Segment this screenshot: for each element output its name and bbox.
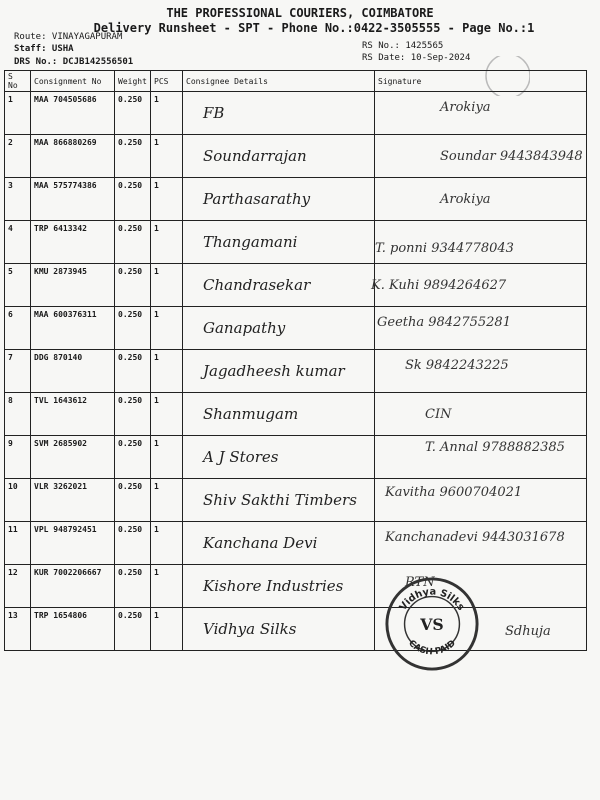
row-pcs: 1	[151, 92, 183, 135]
col-weight: Weight	[115, 71, 151, 92]
row-consignee: Vidhya Silks	[203, 620, 297, 638]
row-consignee: FB	[203, 104, 225, 122]
row-consignee: Shanmugam	[203, 405, 299, 423]
row-signature: Soundar 9443843948	[440, 149, 583, 164]
row-weight: 0.250	[115, 522, 151, 565]
row-consignee: Kanchana Devi	[203, 534, 318, 552]
row-signature-cell	[375, 178, 587, 221]
row-signature: T. ponni 9344778043	[375, 241, 514, 256]
row-consignee: Chandrasekar	[203, 276, 311, 294]
table-row	[5, 436, 587, 479]
row-pcs: 1	[151, 436, 183, 479]
row-signature-cell	[375, 135, 587, 178]
row-weight: 0.250	[115, 307, 151, 350]
row-sno: 3	[5, 178, 31, 221]
col-signature: Signature	[375, 71, 587, 92]
row-consignee-cell	[183, 393, 375, 436]
col-consignment: Consignment No	[31, 71, 115, 92]
row-pcs: 1	[151, 522, 183, 565]
row-pcs: 1	[151, 135, 183, 178]
row-consignment-no: TRP 6413342	[31, 221, 115, 264]
row-sno: 8	[5, 393, 31, 436]
row-consignee: Parthasarathy	[203, 190, 311, 208]
row-consignment-no: MAA 866880269	[31, 135, 115, 178]
row-signature-cell	[375, 393, 587, 436]
stamp-top-text: Vidhya Silks	[397, 586, 467, 613]
row-weight: 0.250	[115, 350, 151, 393]
row-consignee-cell	[183, 522, 375, 565]
row-sno: 6	[5, 307, 31, 350]
row-pcs: 1	[151, 307, 183, 350]
runsheet-subtitle: Delivery Runsheet - SPT - Phone No.:0422-3505555 - Page No.:1	[93, 21, 535, 35]
row-consignee-cell	[183, 178, 375, 221]
row-signature-cell	[375, 307, 587, 350]
table-row	[5, 264, 587, 307]
row-pcs: 1	[151, 178, 183, 221]
row-sno: 1	[5, 92, 31, 135]
row-consignee: Ganapathy	[203, 319, 286, 337]
row-consignee: Jagadheesh kumar	[203, 362, 345, 380]
row-weight: 0.250	[115, 264, 151, 307]
row-pcs: 1	[151, 350, 183, 393]
row-consignee: Kishore Industries	[203, 577, 344, 595]
row-consignment-no: DDG 870140	[31, 350, 115, 393]
staff-label: Staff: USHA	[14, 44, 74, 54]
row-consignment-no: MAA 600376311	[31, 307, 115, 350]
svg-text:Vidhya Silks	[398, 587, 467, 613]
table-row	[5, 221, 587, 264]
row-pcs: 1	[151, 264, 183, 307]
row-pcs: 1	[151, 479, 183, 522]
row-signature: T. Annal 9788882385	[425, 440, 565, 455]
table-row	[5, 307, 587, 350]
runsheet-table	[4, 70, 587, 651]
row-signature-cell	[375, 221, 587, 264]
rs-date: RS Date: 10-Sep-2024	[362, 53, 471, 63]
row-sno: 2	[5, 135, 31, 178]
row-signature-cell	[375, 479, 587, 522]
row-consignee-cell	[183, 264, 375, 307]
row-consignment-no: SVM 2685902	[31, 436, 115, 479]
row-sno: 4	[5, 221, 31, 264]
row-signature-cell	[375, 92, 587, 135]
row-consignment-no: KUR 7002206667	[31, 565, 115, 608]
table-row	[5, 350, 587, 393]
col-pcs: PCS	[151, 71, 183, 92]
row-consignment-no: KMU 2873945	[31, 264, 115, 307]
row-consignee-cell	[183, 221, 375, 264]
row-consignee-cell	[183, 350, 375, 393]
row-sno: 9	[5, 436, 31, 479]
row-consignment-no: TRP 1654806	[31, 608, 115, 651]
row-signature-cell	[371, 264, 587, 307]
row-consignment-no: VLR 3262021	[31, 479, 115, 522]
row-weight: 0.250	[115, 393, 151, 436]
stamp-monogram: VS	[420, 614, 444, 634]
row-signature: CIN	[425, 407, 452, 422]
row-consignment-no: MAA 704505686	[31, 92, 115, 135]
row-signature: Kavitha 9600704021	[385, 485, 523, 500]
col-consignee: Consignee Details	[183, 71, 375, 92]
row-sno: 11	[5, 522, 31, 565]
row-weight: 0.250	[115, 436, 151, 479]
row-sno: 13	[5, 608, 31, 651]
cash-paid-stamp	[383, 575, 481, 673]
row-signature-cell	[375, 522, 587, 565]
row-consignee-cell	[183, 135, 375, 178]
table-row	[5, 135, 587, 178]
row-weight: 0.250	[115, 479, 151, 522]
row-signature: Arokiya	[440, 192, 491, 207]
row-signature: Geetha 9842755281	[377, 315, 511, 330]
row-consignee: A J Stores	[203, 448, 279, 466]
row-consignment-no: TVL 1643612	[31, 393, 115, 436]
table-row	[5, 565, 587, 608]
row-weight: 0.250	[115, 178, 151, 221]
row-consignee-cell	[183, 307, 375, 350]
table-header	[5, 71, 587, 92]
row-pcs: 1	[151, 565, 183, 608]
table-row	[5, 92, 587, 135]
row-signature: Kanchanadevi 9443031678	[385, 530, 565, 545]
row-sno: 10	[5, 479, 31, 522]
row-signature: K. Kuhi 9894264627	[371, 278, 507, 293]
row-consignment-no: MAA 575774386	[31, 178, 115, 221]
row-weight: 0.250	[115, 135, 151, 178]
row-signature: Sk 9842243225	[405, 358, 509, 373]
row-consignee: Soundarrajan	[203, 147, 307, 165]
row-pcs: 1	[151, 393, 183, 436]
row-signature-cell	[375, 436, 587, 479]
row-consignee: Shiv Sakthi Timbers	[203, 491, 357, 509]
row-sno: 5	[5, 264, 31, 307]
row-signature: Arokiya	[440, 100, 491, 115]
table-row	[5, 393, 587, 436]
drs-number: DRS No.: DCJB142556501	[14, 57, 134, 67]
table-row	[5, 608, 587, 651]
stamp-bottom-text: CASH PAID	[406, 638, 458, 658]
row-consignee-cell	[183, 436, 375, 479]
row-consignee-cell	[183, 479, 375, 522]
row-consignment-no: VPL 948792451	[31, 522, 115, 565]
col-sno: S No	[5, 71, 31, 92]
row-sno: 7	[5, 350, 31, 393]
row-consignee: Thangamani	[203, 233, 298, 251]
table-row	[5, 522, 587, 565]
table-row	[5, 479, 587, 522]
rs-number: RS No.: 1425565	[362, 41, 444, 51]
row-signature: RTN	[405, 575, 435, 590]
row-weight: 0.250	[115, 221, 151, 264]
company-title: THE PROFESSIONAL COURIERS, COIMBATORE	[166, 6, 434, 20]
row-pcs: 1	[151, 608, 183, 651]
row-consignee-cell	[183, 565, 375, 608]
row-consignee-cell	[183, 608, 375, 651]
row-signature: Sdhuja	[505, 624, 551, 639]
table-row	[5, 178, 587, 221]
row-pcs: 1	[151, 221, 183, 264]
row-weight: 0.250	[115, 565, 151, 608]
row-signature-cell	[375, 350, 587, 393]
svg-text:CASH PAID	[406, 638, 458, 657]
row-sno: 12	[5, 565, 31, 608]
row-consignee-cell	[183, 92, 375, 135]
route-label: Route: VINAYAGAPURAM	[14, 32, 123, 42]
row-weight: 0.250	[115, 608, 151, 651]
row-weight: 0.250	[115, 92, 151, 135]
